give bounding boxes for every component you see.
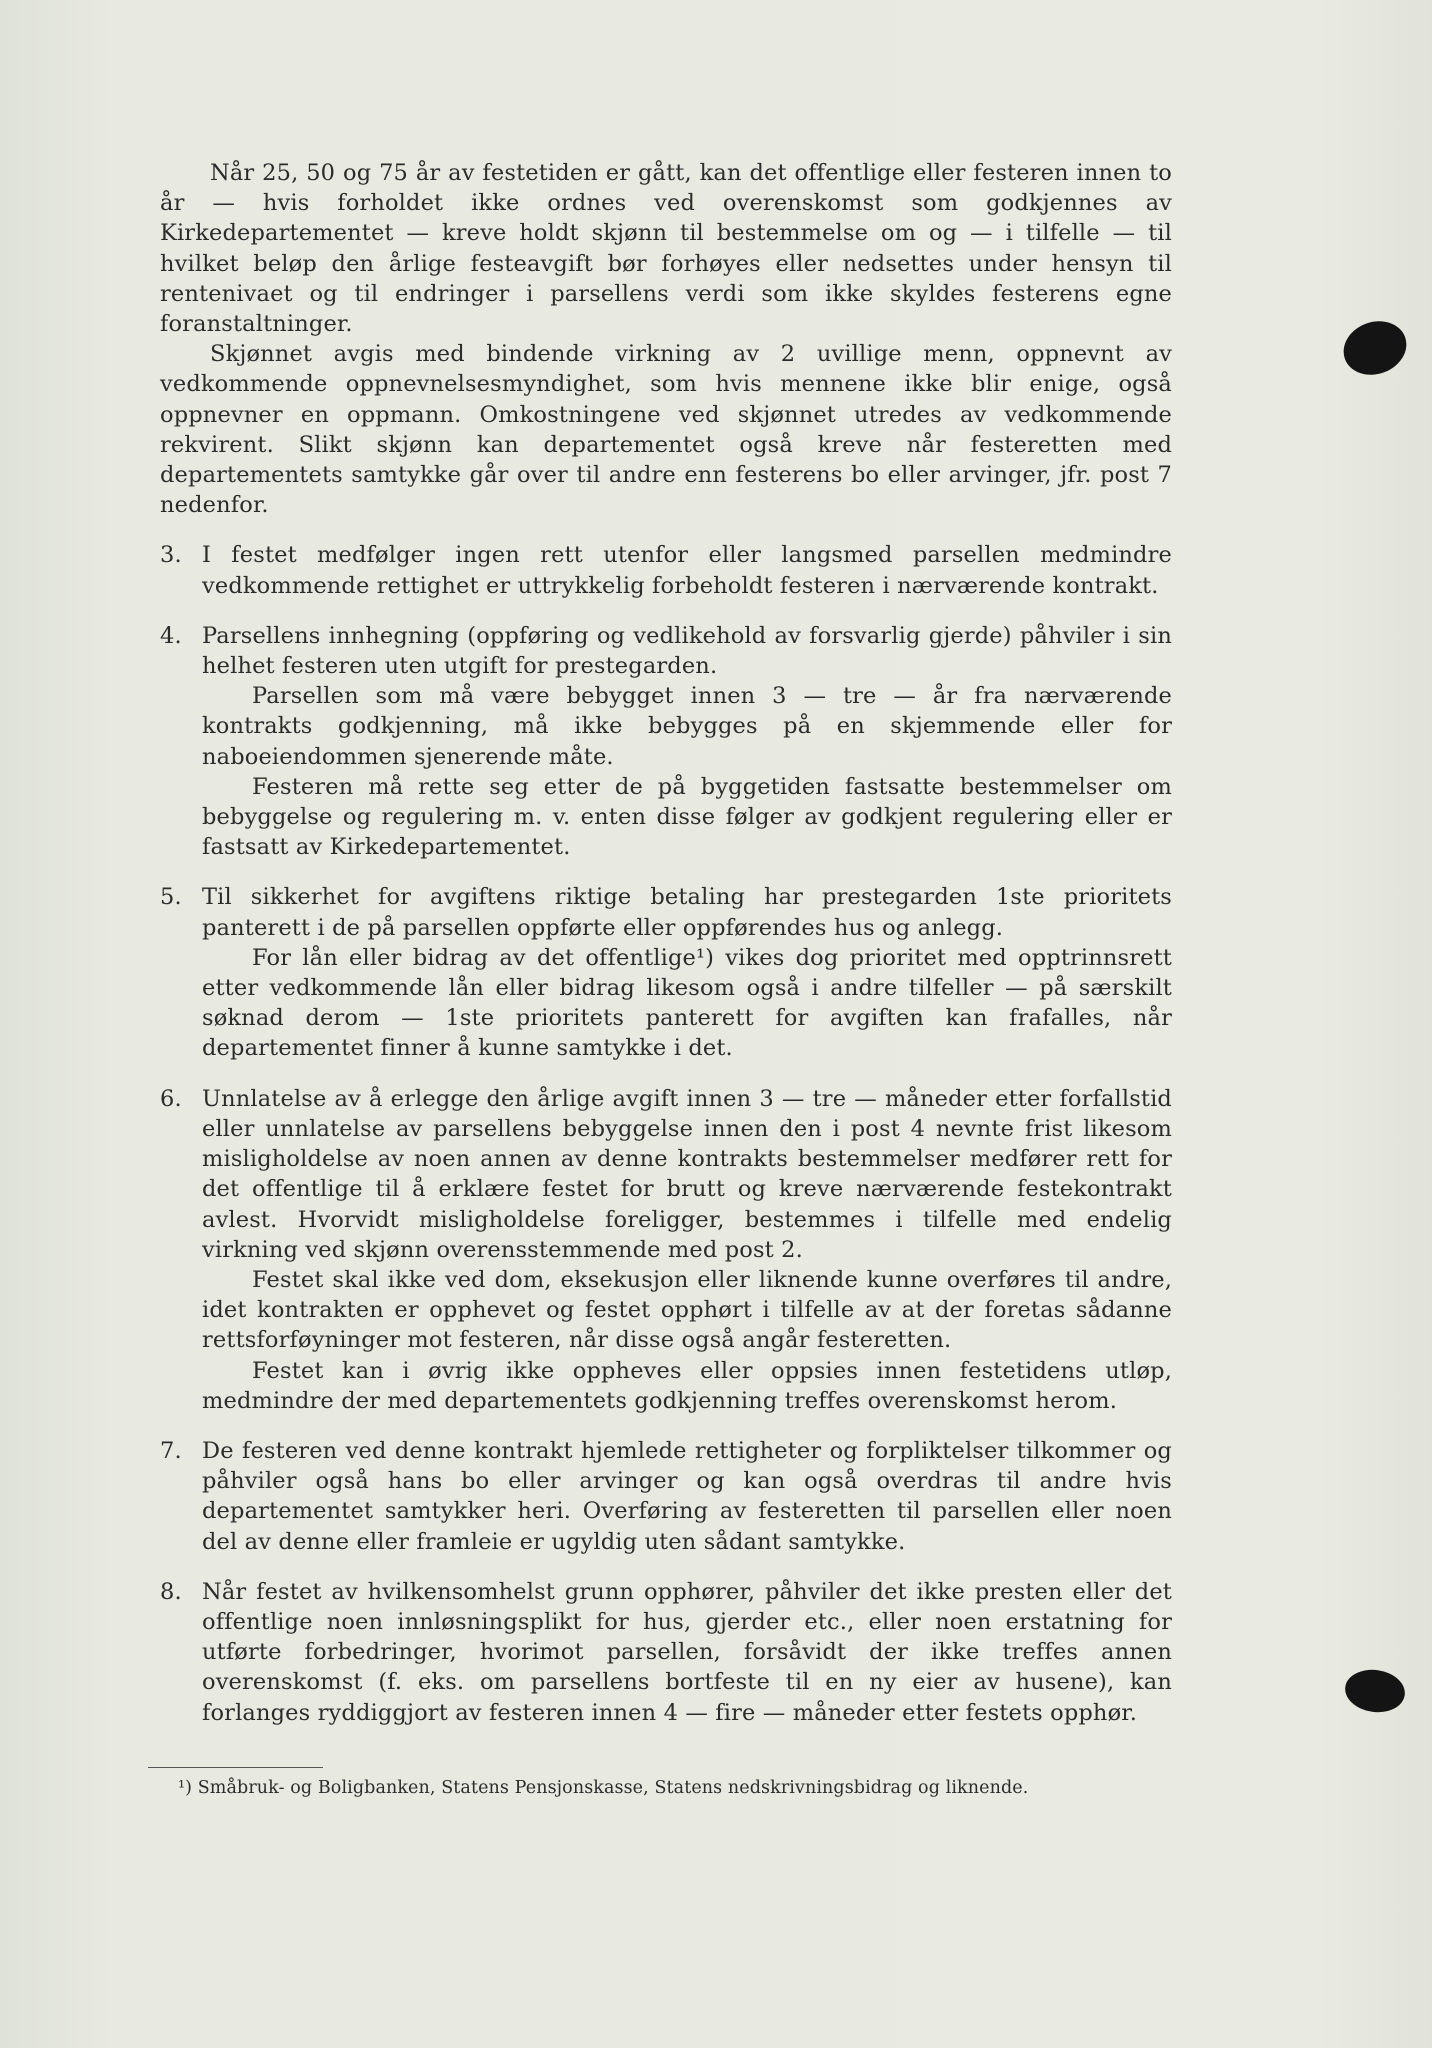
clause-paragraph: Til sikkerhet for avgiftens riktige betaling har prestegarden 1ste prioritets panterett i de på parsellen oppførte eller oppførendes hus og anlegg. xyxy=(202,884,1172,941)
punch-hole-mark xyxy=(1336,313,1414,384)
footnote-text: Småbruk- og Boligbanken, Statens Pensjonskasse, Statens nedskrivningsbidrag og liknende. xyxy=(197,1778,1029,1798)
clause-paragraph: Når festet av hvilkensomhelst grunn opphører, påhviler det ikke presten eller det offentlige noen innløsningsplikt for hus, gjerder etc., eller noen erstatning for utførte forbedringer, hvorimot parsellen, forsåvidt der ikke treffes annen overenskomst (f. eks. om parsellens bortfeste til en ny eier av husene), kan forlanges ryddiggjort av festeren innen 4 — fire — måneder etter festets opphør. xyxy=(202,1578,1172,1726)
clause-paragraph: De festeren ved denne kontrakt hjemlede rettigheter og forpliktelser tilkommer og påhviler også hans bo eller arvinger og kan også overdras til andre hvis departementet samtykker heri. Overføring av festeretten til parsellen eller noen del av denne eller framleie er ugyldig uten sådant samtykke. xyxy=(202,1437,1172,1555)
clause-number: 5. xyxy=(160,884,182,911)
clause-number: 6. xyxy=(160,1085,182,1112)
clause-number: 7. xyxy=(160,1437,182,1464)
clause-number: 4. xyxy=(160,622,182,649)
clause-paragraph: Parsellen som må være bebygget innen 3 — tre — år fra nærværende kontrakts godkjenning, må ikke bebygges på en skjemmende eller for naboeiendommen sjenerende måte. xyxy=(202,683,1172,770)
clause-paragraph: I festet medfølger ingen rett utenfor eller langsmed parsellen medmindre vedkommende rettighet er uttrykkelig forbeholdt festeren i nærværende kontrakt. xyxy=(202,542,1172,599)
clause-5 xyxy=(160,882,1172,1063)
clause-paragraph: Festeren må rette seg etter de på byggetiden fastsatte bestemmelser om bebyggelse og regulering m. v. enten disse følger av godkjent regulering eller er fastsatt av Kirkedepartementet. xyxy=(202,773,1172,861)
intro-paragraph: Skjønnet avgis med bindende virkning av 2 uvillige menn, oppnevnt av vedkommende oppnevnelsesmyndighet, som hvis mennene ikke blir enige, også oppnevner en oppmann. Omkostningene ved skjønnet utredes av vedkommende rekvirent. Slikt skjønn kan departementet også kreve når festeretten med departementets samtykke går over til andre enn festerens bo eller arvinger, jfr. post 7 nedenfor. xyxy=(160,341,1172,519)
clause-number: 8. xyxy=(160,1578,182,1605)
clause-paragraph: Festet skal ikke ved dom, eksekusjon eller liknende kunne overføres til andre, idet kontrakten er opphevet og festet opphørt i tilfelle av at der foretas sådanne rettsforføyninger mot festeren, når disse også angår festeretten. xyxy=(202,1266,1172,1354)
contract-text xyxy=(160,158,1172,1728)
clause-number: 3. xyxy=(160,542,182,569)
clause-4 xyxy=(160,621,1172,863)
clause-7 xyxy=(160,1436,1172,1557)
clause-paragraph: For lån eller bidrag av det offentlige¹) vikes dog prioritet med opptrinnsrett etter vedkommende lån eller bidrag likesom også i andre tilfeller — på særskilt søknad derom — 1ste prioritets panterett for avgiften kan frafalles, når departementet finner å kunne samtykke i det. xyxy=(202,944,1172,1062)
clause-3 xyxy=(160,540,1172,600)
clause-paragraph: Festet kan i øvrig ikke oppheves eller oppsies innen festetidens utløp, medmindre der med departementets godkjenning treffes overenskomst herom. xyxy=(202,1357,1172,1414)
clause-paragraph: Unnlatelse av å erlegge den årlige avgift innen 3 — tre — måneder etter forfallstid eller unnlatelse av parsellens bebyggelse innen den i post 4 nevnte frist likesom misligholdelse av noen annen av denne kontrakts bestemmelser medfører rett for det offentlige til å erklære festet for brutt og kreve nærværende festekontrakt avlest. Hvorvidt misligholdelse foreligger, bestemmes i tilfelle med endelig virkning ved skjønn overensstemmende med post 2. xyxy=(202,1085,1172,1263)
clause-paragraph: Parsellens innhegning (oppføring og vedlikehold av forsvarlig gjerde) påhviler i sin helhet festeren uten utgift for prestegarden. xyxy=(202,622,1172,680)
clause-8 xyxy=(160,1577,1172,1728)
intro-paragraph: Når 25, 50 og 75 år av festetiden er gått, kan det offentlige eller festeren innen to år — hvis forholdet ikke ordnes ved overenskomst som godkjennes av Kirkedepartementet — kreve holdt skjønn til bestemmelse om og — i tilfelle — til hvilket beløp den årlige festeavgift bør forhøyes eller nedsettes under hensyn til rentenivaet og til endringer i parsellens verdi som ikke skyldes festerens egne foranstaltninger. xyxy=(160,160,1172,338)
punch-hole-mark xyxy=(1342,1666,1407,1716)
clause-6 xyxy=(160,1084,1172,1416)
footnote-divider xyxy=(148,1767,323,1768)
footnote-marker: ¹) xyxy=(178,1778,193,1798)
footnote xyxy=(178,1776,1028,1800)
